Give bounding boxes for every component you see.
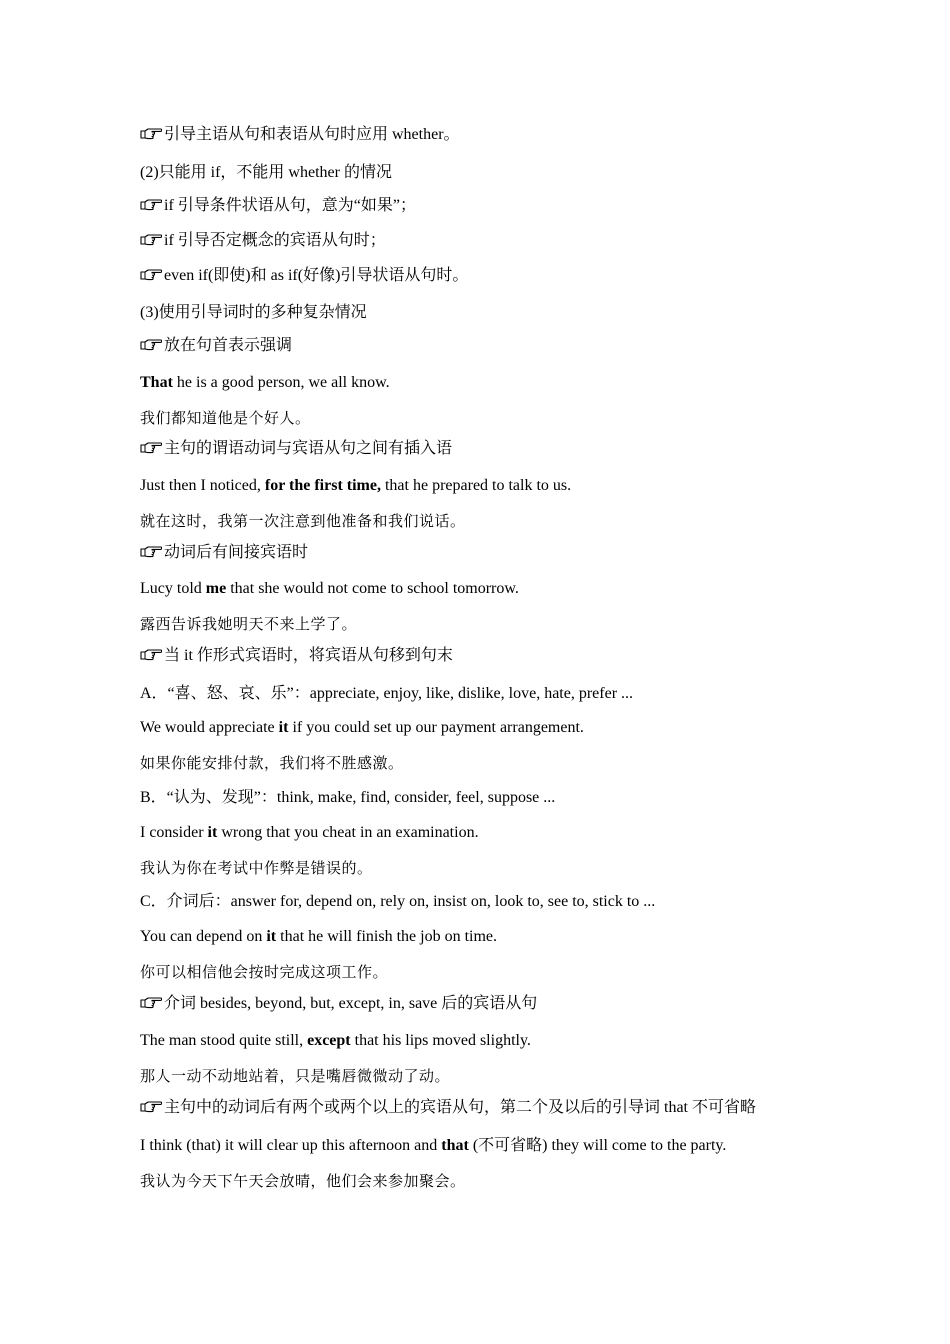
category-line: C．介词后：answer for, depend on, rely on, insist on, look to, see to, stick to ... bbox=[140, 893, 656, 910]
bullet-line: 当 it 作形式宾语时，将宾语从句移到句末 bbox=[140, 646, 453, 666]
pointing-hand-icon bbox=[140, 127, 162, 141]
translation: 就在这时，我第一次注意到他准备和我们说话。 bbox=[140, 512, 466, 530]
section-heading: (2)只能用 if，不能用 whether 的情况 bbox=[140, 164, 392, 181]
translation: 如果你能安排付款，我们将不胜感激。 bbox=[140, 754, 404, 772]
pointing-hand-icon bbox=[140, 996, 162, 1010]
pointing-hand-icon bbox=[140, 441, 162, 455]
pointing-hand-icon bbox=[140, 268, 162, 282]
bullet-line: 主句中的动词后有两个或两个以上的宾语从句，第二个及以后的引导词 that 不可省略 bbox=[140, 1098, 756, 1118]
translation: 我认为今天下午天会放晴，他们会来参加聚会。 bbox=[140, 1172, 466, 1190]
pointing-hand-icon bbox=[140, 648, 162, 662]
bullet-line: if 引导条件状语从句，意为“如果”； bbox=[140, 196, 416, 216]
example-sentence: That he is a good person, we all know. bbox=[140, 374, 390, 391]
pointing-hand-icon bbox=[140, 338, 162, 352]
category-line: A．“喜、怒、哀、乐”：appreciate, enjoy, like, dislike, love, hate, prefer ... bbox=[140, 685, 634, 702]
pointing-hand-icon bbox=[140, 198, 162, 212]
example-sentence: The man stood quite still, except that his lips moved slightly. bbox=[140, 1032, 531, 1049]
bullet-line: 介词 besides, beyond, but, except, in, save 后的宾语从句 bbox=[140, 994, 537, 1014]
category-line: B．“认为、发现”：think, make, find, consider, feel, suppose ... bbox=[140, 789, 556, 806]
translation: 我们都知道他是个好人。 bbox=[140, 409, 311, 427]
translation: 我认为你在考试中作弊是错误的。 bbox=[140, 859, 373, 877]
pointing-hand-icon bbox=[140, 1100, 162, 1114]
bullet-line: even if(即使)和 as if(好像)引导状语从句时。 bbox=[140, 266, 468, 286]
bullet-line: 动词后有间接宾语时 bbox=[140, 543, 308, 563]
pointing-hand-icon bbox=[140, 545, 162, 559]
example-sentence: Just then I noticed, for the first time, that he prepared to talk to us. bbox=[140, 477, 572, 494]
example-sentence: We would appreciate it if you could set up our payment arrangement. bbox=[140, 719, 584, 736]
translation: 那人一动不动地站着，只是嘴唇微微动了动。 bbox=[140, 1067, 451, 1085]
bullet-line: 放在句首表示强调 bbox=[140, 336, 292, 356]
section-heading: (3)使用引导词时的多种复杂情况 bbox=[140, 304, 367, 321]
translation: 你可以相信他会按时完成这项工作。 bbox=[140, 963, 389, 981]
example-sentence: I think (that) it will clear up this afternoon and that (不可省略) they will come to the party. bbox=[140, 1137, 727, 1154]
pointing-hand-icon bbox=[140, 233, 162, 247]
example-sentence: Lucy told me that she would not come to school tomorrow. bbox=[140, 580, 519, 597]
example-sentence: You can depend on it that he will finish the job on time. bbox=[140, 928, 497, 945]
example-sentence: I consider it wrong that you cheat in an examination. bbox=[140, 824, 479, 841]
bullet-line: 主句的谓语动词与宾语从句之间有插入语 bbox=[140, 439, 452, 459]
translation: 露西告诉我她明天不来上学了。 bbox=[140, 615, 358, 633]
bullet-line: if 引导否定概念的宾语从句时； bbox=[140, 231, 386, 251]
bullet-line: 引导主语从句和表语从句时应用 whether。 bbox=[140, 125, 460, 145]
